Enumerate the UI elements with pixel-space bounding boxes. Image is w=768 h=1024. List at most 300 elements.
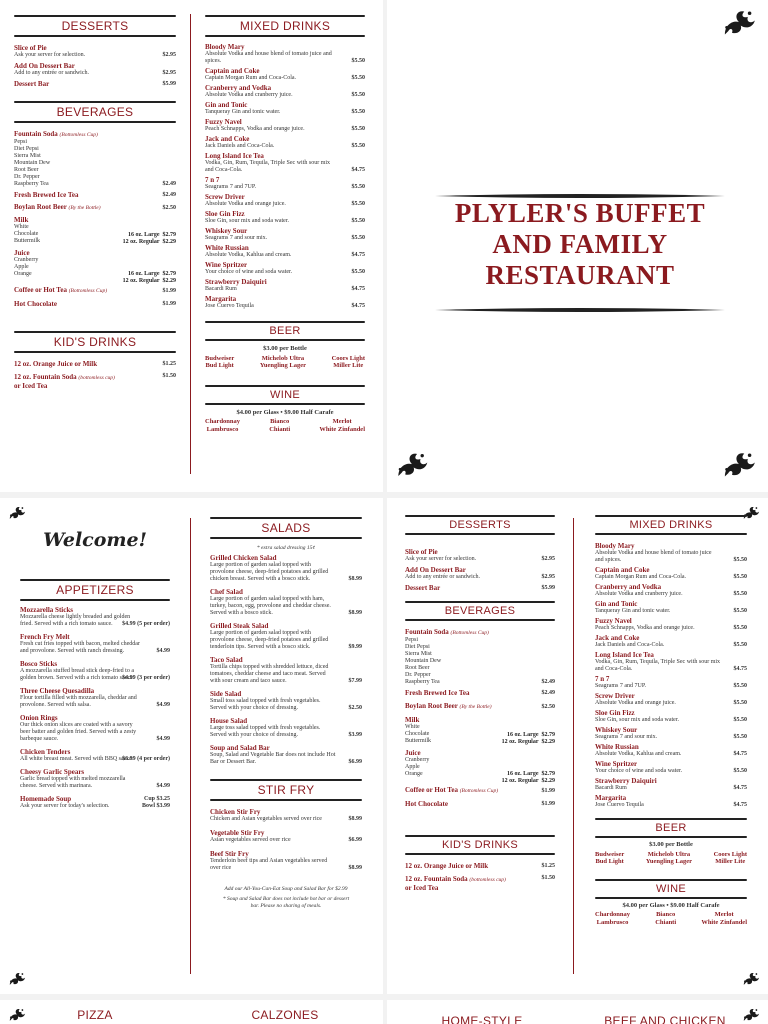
item-description: Bacardi Rum — [205, 286, 237, 292]
stir-fry-title: STIR FRY — [257, 782, 315, 797]
item-price: $3.99 — [348, 731, 362, 738]
item-description: Seagrams 7 and 7UP. — [595, 683, 646, 689]
menu-item — [210, 588, 362, 617]
item-name: Bloody Mary — [205, 43, 245, 51]
beer-price: $3.00 per Bottle — [649, 841, 693, 848]
item-description: Mozzarella cheese lightly breaded and golden fried. Served with a rich tomato sauce. — [20, 614, 131, 627]
item-name: Long Island Ice Tea — [205, 152, 264, 160]
menu-item: Add On Dessert Bar Add to any entrée or sandwich. $2.95 — [405, 566, 555, 580]
beer-name: Yuengling Lager — [645, 858, 692, 865]
item-description: Tanqueray Gin and tonic water. — [595, 608, 671, 614]
rule — [20, 598, 170, 602]
menu-item — [210, 622, 362, 651]
menu-item: Milk White Chocolate Buttermilk 16 oz. Large $2.79 12 oz. Regular $2.29 — [14, 216, 176, 245]
item-name: Chef Salad — [210, 587, 243, 596]
rule — [14, 120, 176, 124]
menu-item — [205, 176, 365, 191]
menu-item — [205, 244, 365, 259]
menu-item: Slice of Pie Ask your server for selection. $2.95 — [14, 44, 176, 58]
wine-name: Chianti — [655, 918, 677, 926]
menu-item — [595, 692, 747, 707]
wine-name: Lambrusco — [206, 425, 239, 433]
menu-item — [20, 633, 170, 655]
rule — [405, 618, 555, 622]
item-description: Garlic bread topped with melted mozzarella cheese. Served with marinara. — [20, 776, 126, 789]
item-name: Whiskey Sour — [595, 726, 638, 734]
item-name: Long Island Ice Tea — [595, 651, 654, 659]
item-description: Sloe Gin, sour mix and soda water. — [595, 717, 679, 723]
menu-item — [205, 278, 365, 293]
item-description: Absolute Vodka, Kahlua and cream. — [205, 252, 292, 258]
desserts-title: DESSERTS — [449, 519, 511, 531]
menu-item — [205, 227, 365, 242]
salads-column — [210, 516, 362, 909]
item-name: Grilled Chicken Salad — [210, 553, 277, 562]
item-price: $6.99 (4 per order) — [122, 756, 170, 762]
item-price: $4.75 — [733, 785, 747, 791]
item-name: French Fry Melt — [20, 633, 70, 641]
item-description: Sloe Gin, sour mix and soda water. — [205, 218, 289, 224]
wine-name: Lambrusco — [596, 918, 629, 926]
item-name: Sloe Gin Fizz — [205, 210, 245, 218]
item-price: $4.75 — [351, 286, 365, 292]
menu-item: Fresh Brewed Ice Tea $2.49 — [405, 689, 555, 697]
wine-name: White Zinfandel — [319, 425, 365, 433]
menu-item — [595, 566, 747, 581]
item-price: $6.99 — [348, 836, 362, 843]
beer-name: Bud Light — [205, 362, 234, 369]
item-name: Screw Driver — [595, 692, 635, 700]
item-description: All white breast meat. Served with BBQ sauce. — [20, 756, 134, 762]
item-name: Cranberry and Vodka — [595, 583, 662, 591]
item-name: Margarita — [205, 295, 237, 303]
menu-item — [595, 600, 747, 615]
item-name: Beef Stir Fry — [210, 849, 249, 858]
beer-name: Bud Light — [595, 858, 624, 865]
item-price: $4.99 — [156, 702, 170, 708]
item-description: Our thick onion slices are coated with a savory beer batter and golden fried. Served with a zesty barbeque sauce. — [20, 722, 137, 742]
item-name: Homemade Soup — [20, 795, 72, 803]
menu-item — [595, 617, 747, 632]
item-price: $5.50 — [351, 75, 365, 81]
menu-item — [205, 193, 365, 208]
item-description: Small toss salad topped with fresh vegetables. Served with your choice of dressing. — [210, 697, 321, 711]
beverages-title: BEVERAGES — [56, 105, 134, 119]
menu-item: Fountain Soda (Bottomless Cup) Pepsi Diet Pepsi Sierra Mist Mountain Dew Root Beer Dr. Pepper Raspberry Tea $2.49 — [14, 130, 176, 187]
kids-drinks-title: KID'S DRINKS — [442, 839, 518, 851]
rule — [595, 835, 747, 839]
appetizers-title: APPETIZERS — [56, 583, 134, 597]
item-price: $7.99 — [348, 677, 362, 684]
rule — [405, 834, 555, 838]
menu-item: Milk White Chocolate Buttermilk 16 oz. Large $2.79 12 oz. Regular $2.29 — [405, 716, 555, 745]
menu-item — [210, 850, 362, 872]
item-name: Sloe Gin Fizz — [595, 709, 635, 717]
menu-item — [205, 43, 365, 65]
item-name: Soup and Salad Bar — [210, 743, 270, 752]
rule — [405, 532, 555, 536]
item-description: Flour tortilla filled with mozzarella, cheddar and provolone. Served with salsa. — [20, 695, 137, 708]
menu-item — [20, 768, 170, 790]
menu-item — [20, 687, 170, 709]
menu-item — [595, 709, 747, 724]
column-divider — [573, 518, 574, 974]
rule — [595, 514, 747, 518]
beer-name: Miller Lite — [715, 858, 746, 865]
item-name: Side Salad — [210, 689, 242, 698]
item-price: $8.99 — [348, 864, 362, 871]
corner-flourish-icon — [742, 970, 760, 988]
restaurant-name — [427, 198, 733, 291]
menu-item: Hot Chocolate $1.99 — [405, 800, 555, 808]
menu-item: Add On Dessert Bar Add to any entrée or sandwich. $2.95 — [14, 62, 176, 76]
menu-item — [20, 748, 170, 763]
menu-page-food — [0, 498, 383, 994]
item-name: Captain and Coke — [205, 67, 260, 75]
beer-list — [595, 851, 747, 866]
welcome-heading: Welcome! — [43, 529, 147, 551]
wine-name: Chardonnay — [205, 418, 241, 425]
item-name: Strawberry Daiquiri — [205, 278, 267, 286]
rule — [14, 330, 176, 334]
item-description: Absolute Vodka, Kahlua and cream. — [595, 751, 682, 757]
menu-item — [595, 634, 747, 649]
item-price: $5.50 — [351, 109, 365, 115]
item-description: Large portion of garden salad topped with ham, turkey, bacon, egg, provolone and cheddar cheese. Served with a bosco stick. — [210, 595, 331, 616]
item-price: $5.50 — [351, 126, 365, 132]
item-price: $8.99 — [348, 575, 362, 582]
item-description: Large portion of garden salad topped with provolone cheese, deep-fried potatoes and grilled chicken breast. Served with a bosco stick. — [210, 561, 329, 582]
rule — [205, 14, 365, 18]
item-name: Cheesy Garlic Spears — [20, 768, 85, 776]
menu-item: 12 oz. Fountain Soda (bottomless cup) or Iced Tea $1.50 — [405, 875, 555, 892]
menu-item — [205, 118, 365, 133]
menu-item — [205, 84, 365, 99]
rule — [405, 852, 555, 856]
beverages-list — [405, 628, 555, 808]
item-price: $4.75 — [733, 802, 747, 808]
item-description: A mozzarella stuffed bread stick deep-fried to a golden brown. Served with a rich tomato sauce. — [20, 668, 135, 681]
desserts-list — [405, 548, 555, 592]
rule — [205, 384, 365, 388]
restaurant-name-line: PLYLER'S BUFFET — [454, 198, 706, 228]
mixed-drinks-column — [205, 14, 365, 433]
menu-item — [595, 583, 747, 598]
item-description: Seagrams 7 and sour mix. — [595, 734, 658, 740]
corner-flourish-icon — [395, 450, 429, 480]
beer-list — [205, 355, 365, 370]
item-name: 7 n 7 — [595, 675, 610, 683]
menu-item — [210, 717, 362, 739]
menu-item — [595, 760, 747, 775]
wine-list — [205, 418, 365, 433]
item-price: $5.50 — [733, 557, 747, 563]
rule — [20, 578, 170, 582]
rule — [205, 320, 365, 324]
wine-title: WINE — [270, 388, 300, 401]
menu-item: 12 oz. Orange Juice or Milk $1.25 — [405, 862, 555, 870]
item-name: Screw Driver — [205, 193, 245, 201]
wine-price: $4.00 per Glass • $9.00 Half Carafe — [622, 901, 720, 909]
pizza-title: PIZZA — [77, 1008, 113, 1022]
item-name: Bosco Sticks — [20, 660, 58, 668]
wine-name: White Zinfandel — [701, 918, 747, 926]
menu-item — [205, 261, 365, 276]
menu-page-drinks-1 — [0, 0, 383, 492]
rule — [595, 817, 747, 821]
cover-rule-bottom — [435, 300, 725, 306]
item-name: Cranberry and Vodka — [205, 84, 272, 92]
item-name: Gin and Tonic — [595, 600, 638, 608]
item-price: $8.99 — [348, 815, 362, 822]
item-description: Jose Cuervo Tequila — [595, 802, 644, 808]
item-price: $4.99 — [156, 648, 170, 654]
item-description: Ask your server for today's selection. — [20, 803, 110, 809]
menu-item — [595, 794, 747, 809]
rule — [14, 14, 176, 18]
menu-item — [20, 606, 170, 628]
item-price: $5.50 — [733, 734, 747, 740]
item-name: White Russian — [595, 743, 639, 751]
rule — [14, 34, 176, 38]
beverages-list — [14, 130, 176, 308]
item-price: $5.50 — [733, 768, 747, 774]
mixed-drinks-list — [205, 43, 365, 310]
salad-dressing-note: * extra salad dressing 15¢ — [256, 545, 316, 551]
beer-name: Miller Lite — [333, 362, 364, 369]
item-description: Asian vegetables served over rice — [210, 836, 291, 843]
rule — [595, 878, 747, 882]
item-price: $5.50 — [351, 143, 365, 149]
corner-flourish-icon — [720, 450, 758, 480]
menu-item: 12 oz. Orange Juice or Milk $1.25 — [14, 360, 176, 368]
item-name: Wine Spritzer — [205, 261, 248, 269]
desserts-title: DESSERTS — [61, 19, 129, 33]
item-price: $5.50 — [733, 700, 747, 706]
item-price: Cup $3.25 Bowl $3.99 — [141, 796, 170, 809]
item-description: Seagrams 7 and 7UP. — [205, 184, 256, 190]
item-price: $4.75 — [351, 303, 365, 309]
kids-list — [405, 862, 555, 892]
menu-item — [205, 295, 365, 310]
menu-page-drinks-2 — [387, 498, 768, 994]
menu-item: Juice Cranberry Apple Orange 16 oz. Large $2.79 12 oz. Regular $2.29 — [14, 249, 176, 284]
item-description: Vodka, Gin, Rum, Tequila, Triple Sec with sour mix and Coca-Cola. — [595, 659, 721, 672]
menu-item — [210, 808, 362, 823]
item-name: Captain and Coke — [595, 566, 650, 574]
menu-item: Fresh Brewed Ice Tea $2.49 — [14, 191, 176, 199]
menu-item: Fountain Soda (Bottomless Cup) Pepsi Diet Pepsi Sierra Mist Mountain Dew Root Beer Dr. Pepper Raspberry Tea $2.49 — [405, 628, 555, 685]
item-price: $5.50 — [351, 269, 365, 275]
wine-price: $4.00 per Glass • $9.00 Half Carafe — [236, 408, 334, 416]
item-description: Peach Schnapps, Vodka and orange juice. — [205, 126, 305, 132]
item-price: $8.99 — [348, 609, 362, 616]
menu-item — [210, 656, 362, 685]
column-divider — [190, 518, 191, 974]
menu-item — [20, 795, 170, 810]
desserts-column — [14, 14, 176, 390]
menu-item — [595, 651, 747, 673]
item-description: Peach Schnapps, Vodka and orange juice. — [595, 625, 695, 631]
rule — [210, 536, 362, 540]
menu-page-bottom-right — [387, 1000, 768, 1024]
item-name: Strawberry Daiquiri — [595, 777, 657, 785]
corner-flourish-icon — [742, 1006, 760, 1024]
item-name: Fuzzy Navel — [595, 617, 632, 625]
beer-name: Budweiser — [205, 354, 235, 362]
menu-item: Slice of Pie Ask your server for selection. $2.95 — [405, 548, 555, 562]
home-style-title: HOME-STYLE — [441, 1014, 523, 1024]
item-name: Three Cheese Quesadilla — [20, 687, 95, 695]
menu-item: Dessert Bar $5.99 — [405, 584, 555, 592]
menu-item — [20, 714, 170, 743]
calzones-title: CALZONES — [251, 1008, 319, 1022]
item-description: Soup, Salad and Vegetable Bar does not include Hot Bar or Dessert Bar. — [210, 751, 336, 765]
menu-item — [210, 744, 362, 766]
item-description: Absolute Vodka and orange juice. — [595, 700, 676, 706]
column-divider — [190, 14, 191, 474]
item-price: $4.75 — [351, 252, 365, 258]
item-name: Taco Salad — [210, 655, 243, 664]
item-price: $4.99 — [156, 736, 170, 742]
mixed-drinks-list — [595, 542, 747, 809]
mixed-drinks-column — [595, 514, 747, 926]
menu-item — [210, 829, 362, 844]
menu-item — [595, 542, 747, 564]
item-description: Absolute Vodka and house blend of tomato juice and spices. — [595, 550, 712, 563]
item-name: Mozzarella Sticks — [20, 606, 73, 614]
item-description: Chicken and Asian vegetables served over rice — [210, 815, 322, 822]
menu-item — [595, 777, 747, 792]
item-name: House Salad — [210, 716, 248, 725]
item-name: Chicken Stir Fry — [210, 807, 261, 816]
item-price: $5.50 — [733, 683, 747, 689]
wine-name: Chianti — [269, 425, 291, 433]
rule — [210, 516, 362, 520]
corner-flourish-icon — [8, 504, 26, 522]
restaurant-name-line: AND FAMILY — [492, 229, 668, 259]
item-description: Absolute Vodka and house blend of tomato juice and spices. — [205, 51, 332, 64]
wine-name: Bianco — [270, 418, 290, 425]
rule — [205, 34, 365, 38]
rule — [405, 514, 555, 518]
menu-cover-page — [387, 0, 768, 492]
menu-item — [205, 101, 365, 116]
item-name: Bloody Mary — [595, 542, 635, 550]
item-name: Gin and Tonic — [205, 101, 248, 109]
menu-item — [595, 726, 747, 741]
item-price: $5.50 — [733, 608, 747, 614]
wine-list — [595, 911, 747, 926]
item-description: Captain Morgan Rum and Coca-Cola. — [595, 574, 687, 580]
corner-flourish-icon — [8, 970, 26, 988]
cover-rule-top — [435, 186, 725, 192]
item-description: Your choice of wine and soda water. — [595, 768, 683, 774]
item-description: Jack Daniels and Coca-Cola. — [205, 143, 275, 149]
wine-name: Merlot — [332, 418, 352, 425]
menu-item — [205, 152, 365, 174]
rule — [14, 350, 176, 354]
kids-drinks-title: KID'S DRINKS — [53, 335, 137, 349]
beer-name: Coors Light — [331, 354, 365, 362]
menu-item — [205, 67, 365, 82]
beef-chicken-title: BEEF AND CHICKEN — [604, 1014, 726, 1024]
item-name: 7 n 7 — [205, 176, 220, 184]
menu-item: Boylan Root Beer (By the Bottle) $2.50 — [14, 203, 176, 211]
item-description: Jack Daniels and Coca-Cola. — [595, 642, 665, 648]
appetizers-column — [20, 528, 170, 815]
item-description: Seagrams 7 and sour mix. — [205, 235, 268, 241]
item-price: $4.99 — [156, 783, 170, 789]
item-description: Tenderloin beef tips and Asian vegetables served over rice — [210, 857, 328, 871]
item-description: Absolute Vodka and cranberry juice. — [205, 92, 293, 98]
menu-item — [595, 675, 747, 690]
item-name: Margarita — [595, 794, 627, 802]
item-price: $5.50 — [733, 642, 747, 648]
beer-title: BEER — [655, 822, 687, 834]
mixed-drinks-title: MIXED DRINKS — [239, 19, 331, 33]
salads-title: SALADS — [261, 521, 311, 535]
wine-name: Bianco — [656, 911, 676, 918]
item-name: Onion Rings — [20, 714, 58, 722]
rule — [14, 100, 176, 104]
item-price: $4.75 — [733, 751, 747, 757]
item-price: $5.50 — [351, 58, 365, 64]
item-description: Your choice of wine and soda water. — [205, 269, 293, 275]
item-price: $5.50 — [733, 591, 747, 597]
wine-name: Merlot — [714, 911, 734, 918]
menu-item: Juice Cranberry Apple Orange 16 oz. Large $2.79 12 oz. Regular $2.29 — [405, 749, 555, 784]
mixed-drinks-title: MIXED DRINKS — [629, 519, 713, 531]
beer-name: Yuengling Lager — [259, 362, 306, 369]
rule — [210, 778, 362, 782]
menu-item: Coffee or Hot Tea (Bottomless Cup) $1.99 — [405, 786, 555, 794]
item-description: Jose Cuervo Tequila — [205, 303, 254, 309]
item-name: Fuzzy Navel — [205, 118, 242, 126]
beer-title: BEER — [269, 325, 301, 337]
item-name: Whiskey Sour — [205, 227, 248, 235]
item-price: $5.50 — [733, 574, 747, 580]
soup-salad-addon-note: Add our All-You-Can-Eat Soup and Salad Bar for $2.99 — [224, 885, 348, 892]
appetizers-list — [20, 606, 170, 810]
item-description: Large toss salad topped with fresh vegetables. Served with your choice of dressing. — [210, 724, 321, 738]
item-price: $4.99 (3 per order) — [122, 675, 170, 681]
item-name: Vegetable Stir Fry — [210, 828, 265, 837]
rule — [205, 338, 365, 342]
kids-list — [14, 360, 176, 390]
rule — [595, 532, 747, 536]
menu-item: Coffee or Hot Tea (Bottomless Cup) $1.99 — [14, 286, 176, 294]
item-description: Large portion of garden salad topped with provolone cheese, deep-fried potatoes and grilled tenderloin tips. Served with a bosco stick. — [210, 629, 329, 650]
item-description: Tortilla chips topped with shredded lettuce, diced tomatoes, cheddar cheese and taco meat. Served with sour cream and taco sauce. — [210, 663, 329, 684]
item-description: Vodka, Gin, Rum, Tequila, Triple Sec with sour mix and Coca-Cola. — [205, 160, 331, 173]
item-name: Grilled Steak Salad — [210, 621, 269, 630]
menu-item: 12 oz. Fountain Soda (bottomless cup) or Iced Tea $1.50 — [14, 373, 176, 390]
menu-page-bottom-left — [0, 1000, 383, 1024]
item-price: $5.50 — [351, 201, 365, 207]
beer-name: Michelob Ultra — [261, 354, 305, 362]
item-price: $4.75 — [733, 666, 747, 672]
item-name: Jack and Coke — [595, 634, 640, 642]
item-price: $4.99 (5 per order) — [122, 621, 170, 627]
restaurant-name-line: RESTAURANT — [485, 260, 675, 290]
item-price: $6.99 — [348, 758, 362, 765]
item-description: Absolute Vodka and cranberry juice. — [595, 591, 683, 597]
item-price: $4.75 — [351, 167, 365, 173]
item-description: Absolute Vodka and orange juice. — [205, 201, 286, 207]
rule — [405, 600, 555, 604]
item-name: Jack and Coke — [205, 135, 250, 143]
